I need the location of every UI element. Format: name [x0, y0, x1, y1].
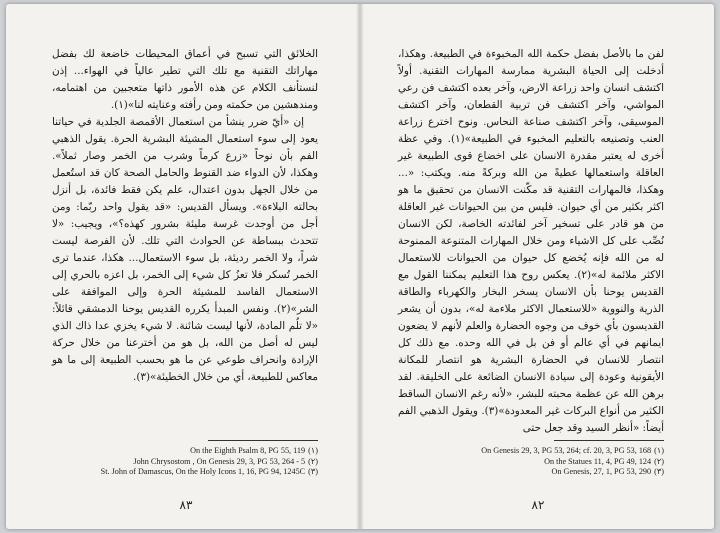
right-page-body [398, 46, 664, 437]
left-footnote-1 [52, 446, 318, 457]
left-page-number: ٨٣ [179, 498, 193, 512]
footnote-text: John Chrysostom , On Genesis 29, 3, PG 53, 264 - 5 [133, 456, 306, 466]
footnote-text: On the Eighth Psalm 8, PG 55, 119 [190, 446, 306, 455]
footnote-text: On Genesis, 27, 1, PG 53, 290 [551, 467, 652, 477]
right-footnotes [398, 446, 664, 478]
right-page [360, 4, 714, 529]
footnote-text: On Genesis 29, 3, PG 53, 264; cf. 20, 3, PG 53, 168 [481, 446, 652, 455]
left-footnotes [52, 446, 318, 478]
right-footnote-1 [398, 446, 664, 457]
right-paragraph-1: لفن ما بالأصل بفضل حكمة الله المخبوءة في الطبيعة. وهكذا، أدخلت إلى الحياة البشرية ممارسة المهارات التقنية. أولاً اكتشف انسان واحد زراعة الارض، وآخر بعده اكتشف فن رعي المواشي، وآخر اكتشف فن تربية القطعان، وآخر اكتشف الموسيقى، وآخر اكتشف صناعة النحاس. ونوح اخترع زراعة العنب وتصنيعه بالتعليم المخبوء في الطبيعة»(١). وفي عظة أخرى له يعتبر مقدرة الانسان على اخضاع قوى الطبيعة غير العاقلة واستعمالها عطيةً من الله وبركةً منه. ويكتب: «... وهكذا، فالمهارات التقنية قد مكّنت الانسان من تحقيق ما هو اكثر بكثير من أي حيوان. فليس من بين الحيوانات غير العاقلة من هو قادر على تسخير آخر لفائدته الخاصة، لكن الانسان نُصِّب على كل الاشياء ومن خلال المهارات المتنوعة الممنوحة له من الله فإنه يُخضع كل حيوان من الحيوانات للاستعمال الاكثر ملائمة له»(٢). يعكس روح هذا التعليم يمكننا القول مع القديس يوحنا بأن الانسان يسخر البخار والكهرباء والطاقة الذرية والنووية «للاستعمال الاكثر ملاءمة له»، بدون أن يشعر القديسون بأي خوف من وجوه الحضارة والعلم لأنهم لا يضعون ايمانهم في أي عالم أو فن بل في الله وحده. مع ذلك كل انتصار للانسان في الحضارة البشرية هو انتصار للمكانة الأيقونية وعودة إلى سيادة الانسان الضائعة على الخليقة. لقد برهن الله عن عظمة محبته للبشر، «لأنه رغم الانسان الساقط الكثير من أنواع البركات غير المعدودة»(٣). ويقول الذهبي الفم أيضاً: «أنظر السيد وقد جعل حتى [398, 48, 664, 434]
right-footnote-3 [398, 467, 664, 478]
footnote-number: (٢) [308, 456, 318, 466]
book-gutter [356, 4, 364, 529]
left-page [6, 4, 360, 529]
footnote-text: On the Statues 11, 4, PG 49, 124 [544, 456, 652, 466]
footnote-number: (٢) [654, 456, 664, 466]
footnote-number: (١) [308, 446, 318, 455]
left-paragraph-2: إن «أيّ ضرر ينشأ من استعمال الأقمصة الجلدية في حياتنا يعود إلى سوء استعمال المشيئة البشرية الحرة. يقول الذهبي الفم بأن نوحاً «زرع كرماً وشرب من الخمر وصار ثملاً». وهكذا، لأن الدواء ضد القنوط والحامل الصحة كان قد استُعمل من خلال الجهل بدون اعتدال، علم يكن فقط فائدة، بل أنزل بحالته البلاءة». ويسأل القديس: «قد يقول واحد ربّما: ومن أجل من أوجدت غرسة مليئة بشرور كهذه؟»، ويجيب: «لا تتحدث ببساطة عن الحوادث التي تلك. لأن الفرصة ليست شراً، ولا الخمر رديئة، بل سوء الاستعمال... هكذا، عندما ترى الخمر تُسكر فلا تعزُ كل شيء إلى الخمر، بل اعزه بالحري إلى الاستعمال الفاسد للمشيئة الحرة وإلى الموافقة على الشر»(٢). ونفس المبدأ يكرره القديس يوحنا الدمشقي قائلاً: «لا تلُم المادة، لأنها ليست شائنة. لا شيء يخزي عدا ذاك الذي ليس له أصل من الله، بل هو من أخترعنا من خلال حركة الإرادة وانحراف طوعي عن ما هو بحسب الطبيعة إلى ما هو معاكس للطبيعة، أي من خلال الخطيئة»(٣). [52, 116, 318, 383]
left-page-body [52, 46, 318, 386]
right-footnote-2 [398, 457, 664, 468]
footnote-number: (٣) [654, 467, 664, 477]
left-footnote-divider [208, 440, 318, 441]
footnote-number: (١) [654, 446, 664, 455]
left-footnote-2 [52, 457, 318, 468]
left-footnote-3 [52, 467, 318, 478]
right-page-number: ٨٢ [531, 498, 545, 512]
right-footnote-divider [554, 440, 664, 441]
book-spread [6, 4, 714, 529]
footnote-text: St. John of Damascus, On the Holy Icons 1, 16, PG 94, 1245C [100, 467, 306, 477]
left-paragraph-1: الخلائق التي تسبح في أعماق المحيطات خاضعة لك بفضل مهاراتك التقنية مع تلك التي تطير عالياً في الهواء... إذن لنستأنف الكلام عن هذه الأمور ذاتها متعجبين من اهتمامه، ومندهشين من حكمته ومن رأفته وعنايته لنا»(١). [52, 48, 318, 111]
footnote-number: (٣) [308, 467, 318, 477]
